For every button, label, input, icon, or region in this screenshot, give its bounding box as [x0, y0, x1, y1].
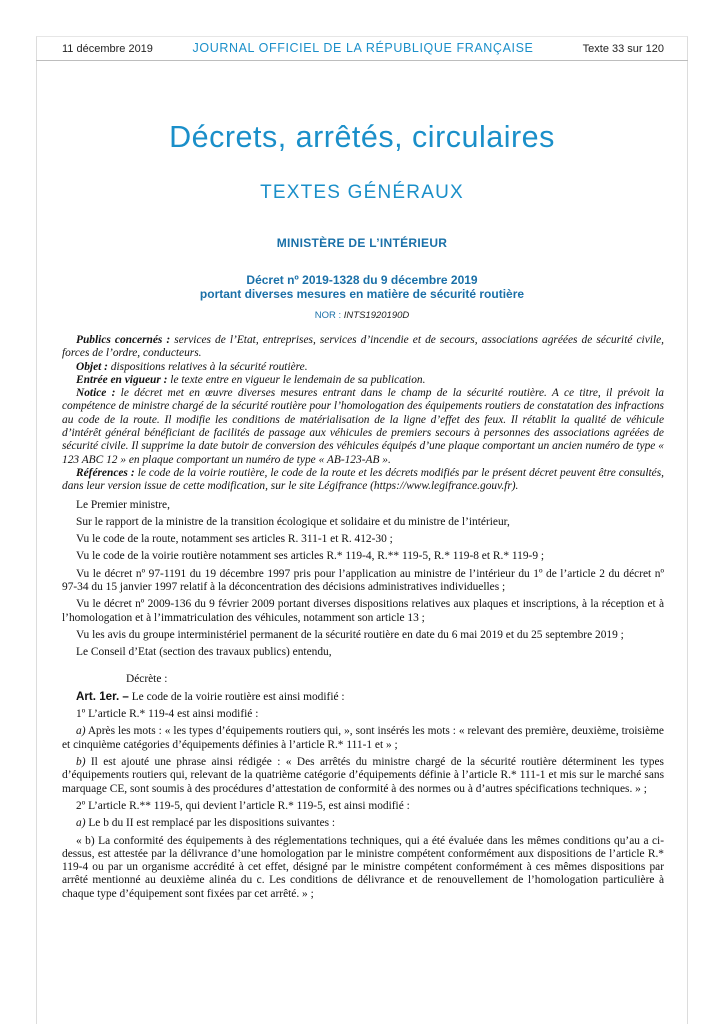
point-2a-text: Le b du II est remplacé par les dispositions suivantes :: [85, 817, 336, 830]
summary-block: [62, 334, 664, 494]
publics-label: Publics concernés :: [76, 334, 171, 346]
text-number: Texte 33 sur 120: [582, 43, 664, 55]
preamble-rapport: Sur le rapport de la ministre de la transition écologique et solidaire et du ministre de l’intérieur,: [76, 515, 510, 528]
article-1-point-1: 1º L’article R.* 119-4 est ainsi modifié :: [76, 708, 259, 721]
entree-text: le texte entre en vigueur le lendemain de sa publication.: [167, 373, 426, 386]
references-text: le code de la voirie routière, le code de la route et les décrets modifiés par le présent décret peuvent être consultés, dans leur version issue de cette modification, sur le site Légifrance (https://www.legifrance.gouv.fr).: [62, 466, 665, 493]
preamble-conseil: Le Conseil d’Etat (section des travaux publics) entendu,: [76, 646, 332, 659]
letter-a-2: a): [76, 817, 86, 830]
article-1-quote-b: « b) La conformité des équipements à des réglementations techniques, qui a été évaluée dans les mêmes conditions qu’au a ci-dessus, est attestée par la délivrance d’une homologation par le ministre compétent conformément aux dispositions de l’article R.* 119-4 ou par un organisme accrédité à cet effet, désigné par le ministre compétent conformément à ces mêmes dispositions par arrêté mentionné au deuxième alinéa du c. Les conditions de délivrance et de renouvellement de l’homologation particulière à chaque type d’équipement sont fixées par cet arrêté. » ;: [62, 834, 664, 900]
article-1-point-2a: [62, 817, 664, 830]
section-title: Décrets, arrêtés, circulaires: [169, 120, 555, 154]
article-1-label: Art. 1er. –: [76, 689, 129, 703]
preamble-vu-2009: Vu le décret nº 2009-136 du 9 février 2009 portant diverses dispositions relatives aux plaques et inscriptions, à la réception et à l’homologation et à l’immatriculation des véhicules, notamment son article 13 ;: [62, 598, 664, 624]
article-1-point-1b: [62, 756, 664, 796]
references-label: Références :: [76, 466, 135, 479]
ministry-name: MINISTÈRE DE L’INTÉRIEUR: [276, 236, 448, 250]
summary-notice: [62, 387, 664, 467]
header-rule: [36, 60, 688, 61]
preamble-vu-1997: Vu le décret nº 97-1191 du 19 décembre 1997 pris pour l’application au ministre de l’intérieur du 1º de l’article 2 du décret nº 97-34 du 15 janvier 1997 relatif à la déconcentration des décisions administratives individuelles ;: [62, 567, 664, 594]
objet-text: dispositions relatives à la sécurité routière.: [107, 360, 308, 373]
point-1b-text: Il est ajouté une phrase ainsi rédigée : « Des arrêtés du ministre chargé de la sécurité routière déterminent les types d’équipements routiers qui, relevant de la quatrième catégorie d’équipements définie à l’article R.* 111-1 et mis sur le marché sans marquage CE, sont soumis à des procédures d’attestation de conformité à des normes ou à d’autres spécifications techniques. » ;: [62, 756, 664, 795]
decrete: Décrète :: [126, 672, 168, 685]
journal-name: JOURNAL OFFICIEL DE LA RÉPUBLIQUE FRANÇAISE: [192, 41, 534, 55]
letter-a: a): [76, 725, 86, 738]
notice-text: le décret met en œuvre diverses mesures entrant dans le champ de la sécurité routière. A ce titre, il prévoit la compétence de ministre chargé de la sécurité routière pour l’homologation des équipements routiers de constatation des infractions au code de la route. Il modifie les conditions de matérialisation de la ligne d’effet des feux. Il rétablit la qualité de véhicule d’intérêt général bénéficiant de facilités de passage aux véhicules de premiers secours à personnes des associations agréées de sécurité civile. Il supprime la date butoir de conversion des véhicules équipés d’une plaque comportant un ancien numéro de type « 123 ABC 12 » en plaque comportant un numéro de type « AB-123-AB ».: [62, 387, 664, 466]
article-1-point-2: 2º L’article R.** 119-5, qui devient l’article R.* 119-5, est ainsi modifié :: [76, 799, 410, 812]
decree-title-line1: Décret nº 2019-1328 du 9 décembre 2019: [246, 273, 478, 287]
objet-label: Objet :: [76, 360, 108, 373]
point-1a-text: Après les mots : « les types d’équipements routiers qui, », sont insérés les mots : « relevant des première, deuxième, troisième et cinquième catégories d’équipements définies à l’article R.* 111-1 et » ;: [62, 725, 664, 751]
running-header: [62, 41, 664, 57]
decree-body: [62, 334, 664, 901]
summary-publics: [62, 334, 664, 361]
entree-label: Entrée en vigueur :: [76, 373, 168, 386]
nor-reference: [0, 310, 724, 321]
premier-ministre: Le Premier ministre,: [76, 498, 170, 511]
summary-entree: [62, 374, 664, 387]
preamble-vu-avis: Vu les avis du groupe interministériel permanent de la sécurité routière en date du 6 mai 2019 et du 25 septembre 2019 ;: [76, 628, 624, 641]
publication-date: 11 décembre 2019: [62, 43, 153, 55]
nor-label: NOR :: [314, 310, 344, 321]
article-1-point-1a: [62, 725, 664, 752]
nor-value: INTS1920190D: [343, 310, 410, 321]
publics-text: services de l’Etat, entreprises, services d’incendie et de secours, associations agréées de sécurité civile, forces de l’ordre, conducteurs.: [62, 334, 665, 360]
preamble-vu-route: Vu le code de la route, notamment ses articles R. 311-1 et R. 412-30 ;: [76, 533, 393, 546]
decree-title-line2: portant diverses mesures en matière de sécurité routière: [199, 287, 525, 301]
notice-label: Notice :: [76, 387, 116, 400]
letter-b: b): [76, 756, 86, 769]
section-subtitle: TEXTES GÉNÉRAUX: [260, 182, 464, 203]
preamble-vu-voirie: Vu le code de la voirie routière notamment ses articles R.* 119-4, R.** 119-5, R.* 119-8 et R.* 119-9 ;: [76, 550, 545, 563]
decree-title: [0, 273, 724, 301]
article-1-heading: [62, 690, 664, 704]
summary-objet: [62, 361, 664, 374]
summary-references: [62, 467, 664, 494]
article-1-intro: Le code de la voirie routière est ainsi modifié :: [128, 690, 345, 703]
